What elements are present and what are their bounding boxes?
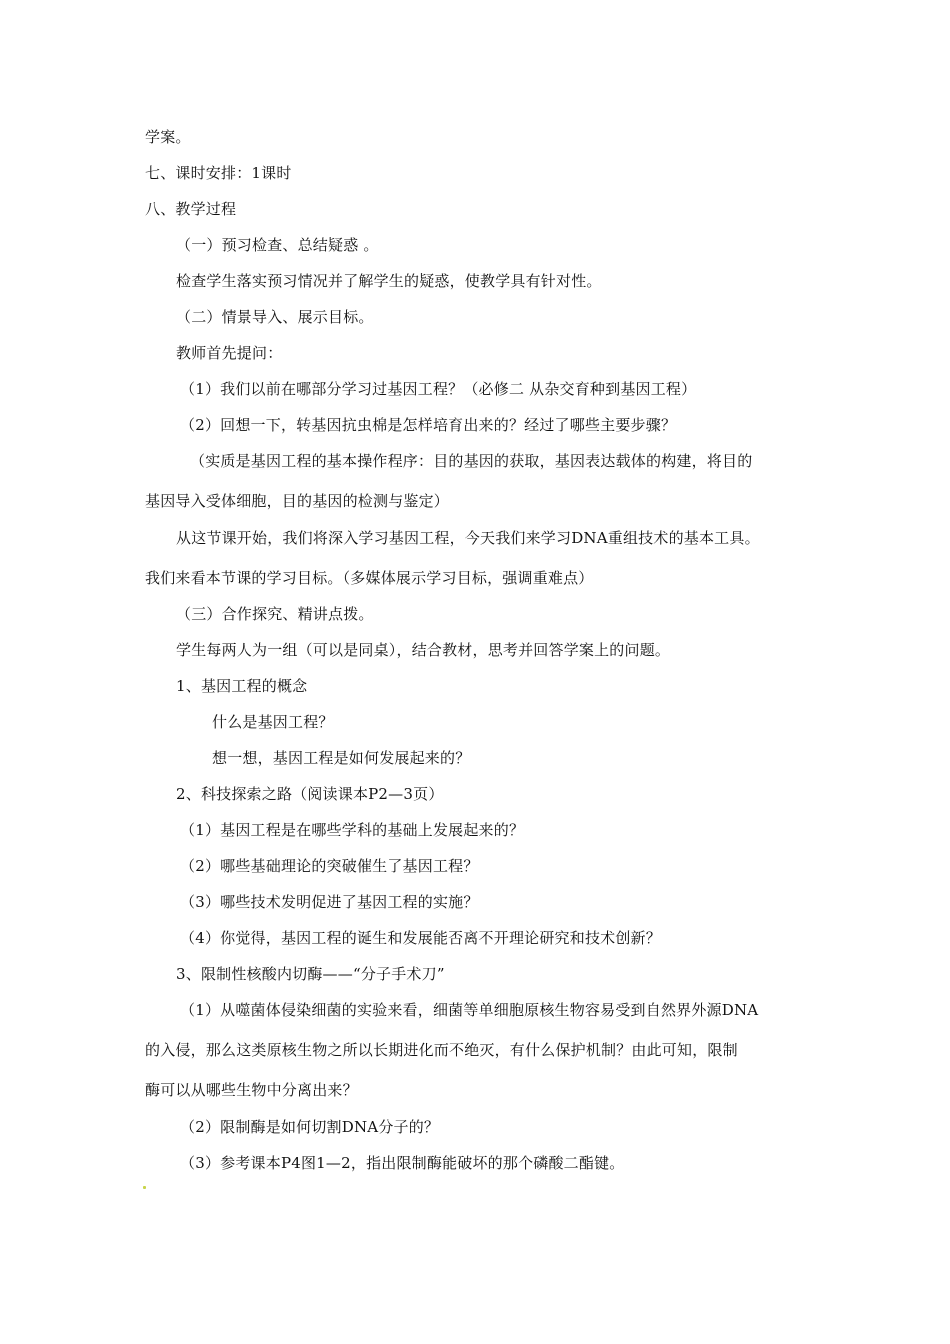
question-2-2: （2）哪些基础理论的突破催生了基因工程？	[180, 857, 479, 875]
question-3-3: （3）参考课本P4图1—2，指出限制酶能破坏的那个磷酸二酯键。	[180, 1154, 625, 1172]
section-heading-1: 1、基因工程的概念	[176, 677, 308, 695]
text-line-think: 想一想，基因工程是如何发展起来的？	[212, 749, 471, 767]
text-line-essence-cont: 基因导入受体细胞，目的基因的检测与鉴定）	[145, 492, 450, 510]
text-line-xuean: 学案。	[145, 128, 191, 146]
heading-class-hours: 七、课时安排：1课时	[145, 164, 292, 182]
text-line-lesson-start: 从这节课开始，我们将深入学习基因工程，今天我们来学习DNA重组技术的基本工具。	[176, 529, 760, 547]
text-line-preview-desc: 检查学生落实预习情况并了解学生的疑惑，使教学具有针对性。	[176, 272, 602, 290]
question-3-1-cont: 的入侵，那么这类原核生物之所以长期进化而不绝灭，有什么保护机制？由此可知，限制	[145, 1041, 738, 1059]
question-line-2: （2）回想一下，转基因抗虫棉是怎样培育出来的？经过了哪些主要步骤？	[180, 416, 677, 434]
speck-mark	[143, 1186, 146, 1189]
subheading-cooperative: （三）合作探究、精讲点拨。	[176, 605, 374, 623]
text-line-objectives: 我们来看本节课的学习目标。（多媒体展示学习目标，强调重难点）	[145, 569, 594, 587]
text-line-groups: 学生每两人为一组（可以是同桌），结合教材，思考并回答学案上的问题。	[176, 641, 671, 659]
text-line-teacher-asks: 教师首先提问：	[176, 344, 283, 362]
heading-teaching-process: 八、教学过程	[145, 200, 237, 218]
question-2-4: （4）你觉得，基因工程的诞生和发展能否离不开理论研究和技术创新？	[180, 929, 661, 947]
question-2-1: （1）基因工程是在哪些学科的基础上发展起来的？	[180, 821, 525, 839]
question-3-1: （1）从噬菌体侵染细菌的实验来看，细菌等单细胞原核生物容易受到自然界外源DNA	[180, 1001, 759, 1019]
question-2-3: （3）哪些技术发明促进了基因工程的实施？	[180, 893, 479, 911]
subheading-preview-check: （一）预习检查、总结疑惑 。	[176, 236, 379, 254]
question-line-1: （1）我们以前在哪部分学习过基因工程？（必修二 从杂交育种到基因工程）	[180, 380, 697, 398]
question-3-1-cont2: 酶可以从哪些生物中分离出来？	[145, 1081, 358, 1099]
section-heading-2: 2、科技探索之路（阅读课本P2—3页）	[176, 785, 444, 803]
text-line-what-is: 什么是基因工程？	[212, 713, 334, 731]
text-line-essence: （实质是基因工程的基本操作程序：目的基因的获取，基因表达载体的构建，将目的	[190, 452, 753, 470]
section-heading-3: 3、限制性核酸内切酶——“分子手术刀”	[176, 965, 445, 983]
question-3-2: （2）限制酶是如何切割DNA分子的？	[180, 1118, 440, 1136]
subheading-scene-intro: （二）情景导入、展示目标。	[176, 308, 374, 326]
